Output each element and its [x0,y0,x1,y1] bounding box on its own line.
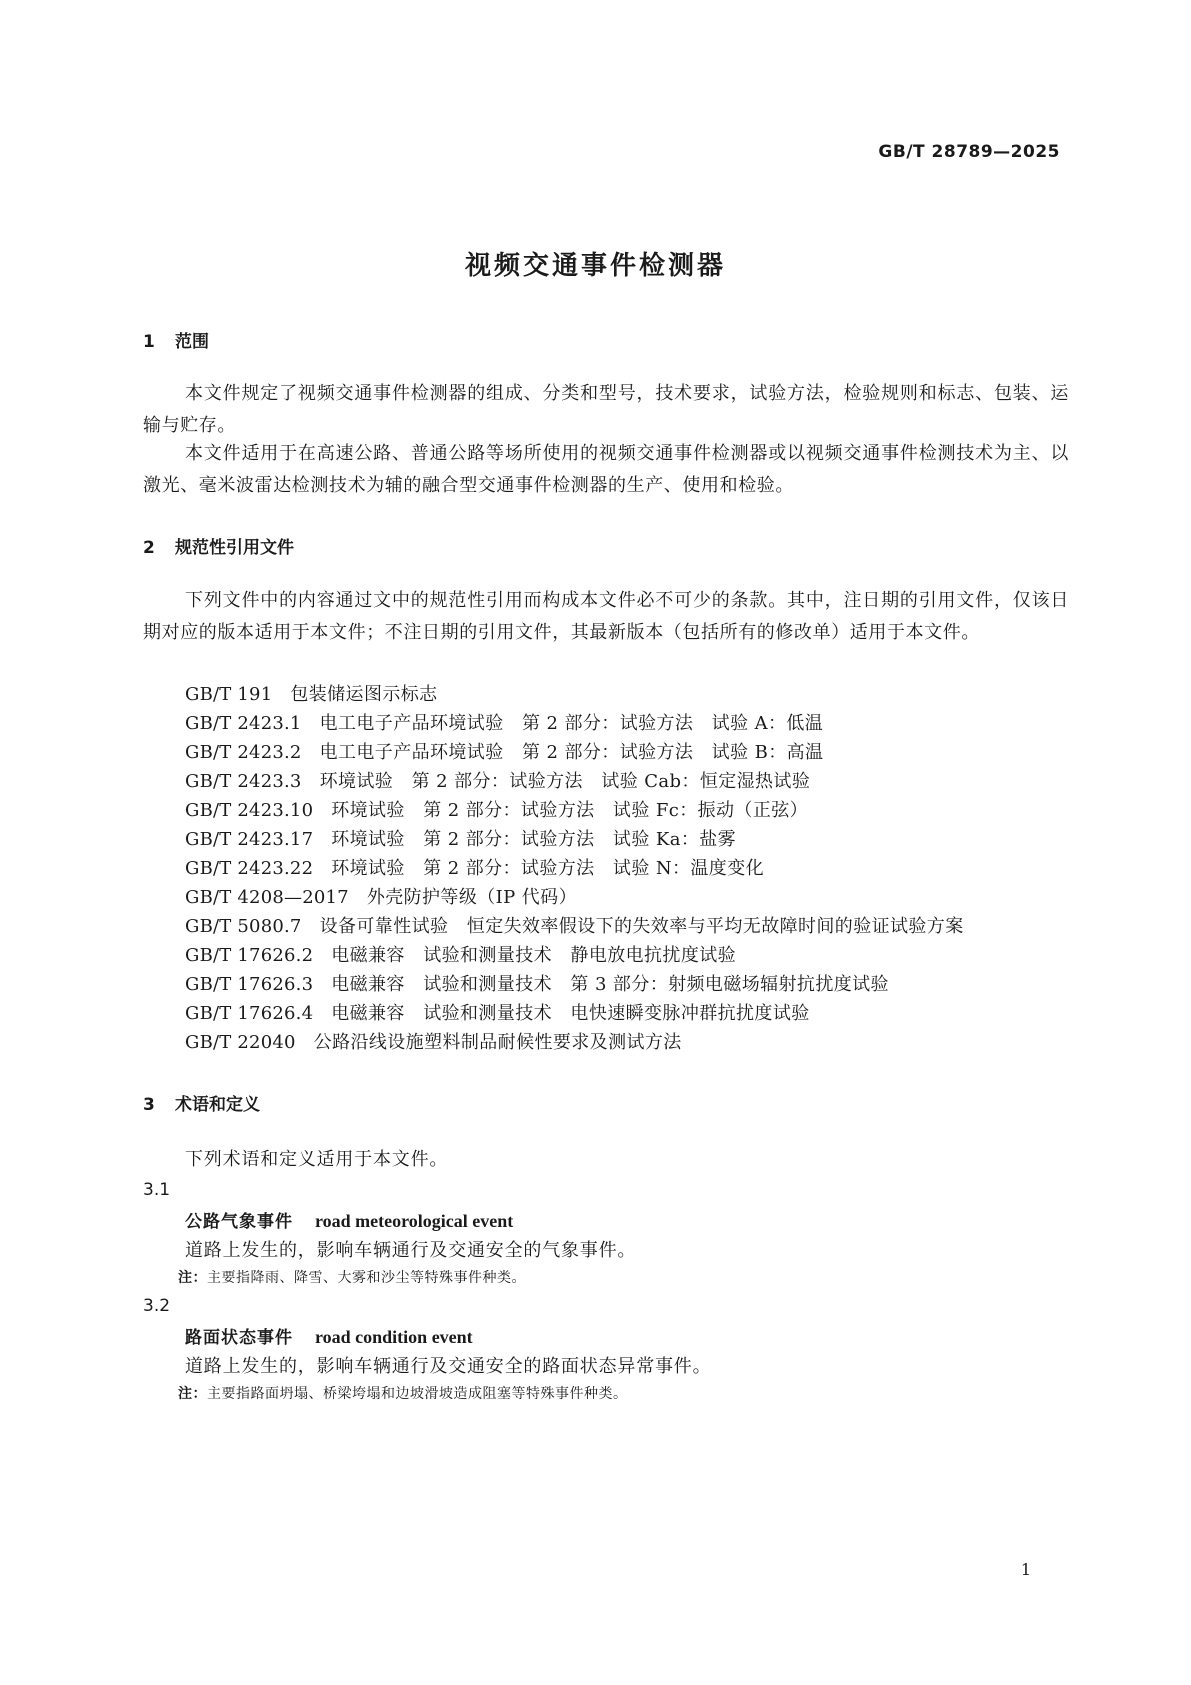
reference-item: GB/T 2423.2 电工电子产品环境试验 第 2 部分：试验方法 试验 B：高温 [185,742,824,763]
paragraph: 本文件规定了视频交通事件检测器的组成、分类和型号，技术要求，试验方法，检验规则和标志、包装、运输与贮存。 [143,383,1069,436]
reference-item: GB/T 191 包装储运图示标志 [185,684,438,705]
paragraph: 本文件适用于在高速公路、普通公路等场所使用的视频交通事件检测器或以视频交通事件检测技术为主、以激光、毫米波雷达检测技术为辅的融合型交通事件检测器的生产、使用和检验。 [143,443,1069,496]
reference-item: GB/T 5080.7 设备可靠性试验 恒定失效率假设下的失效率与平均无故障时间的验证试验方案 [185,916,964,937]
section-1-heading [143,327,209,352]
reference-item: GB/T 2423.3 环境试验 第 2 部分：试验方法 试验 Cab：恒定湿热试验 [185,771,811,792]
term-number: 3.1 [143,1180,171,1200]
section-number: 3 [143,1095,155,1115]
term-number: 3.2 [143,1296,171,1316]
reference-item: GB/T 2423.17 环境试验 第 2 部分：试验方法 试验 Ka：盐雾 [185,829,737,850]
reference-item: GB/T 4208—2017 外壳防护等级（IP 代码） [185,887,577,908]
reference-item: GB/T 17626.3 电磁兼容 试验和测量技术 第 3 部分：射频电磁场辐射抗扰度试验 [185,974,889,995]
section-intro: 下列术语和定义适用于本文件。 [185,1149,449,1170]
standard-code: GB/T 28789—2025 [878,142,1060,162]
page-number: 1 [1020,1560,1031,1579]
term-heading: 公路气象事件 road meteorological event [185,1211,514,1232]
section-title: 术语和定义 [175,1095,260,1115]
section-2-heading [143,533,294,558]
term-note: 注：主要指降雨、降雪、大雾和沙尘等特殊事件种类。 [178,1270,526,1286]
term-definition: 道路上发生的，影响车辆通行及交通安全的气象事件。 [185,1240,637,1261]
section-title: 范围 [175,332,209,352]
reference-item: GB/T 2423.1 电工电子产品环境试验 第 2 部分：试验方法 试验 A：低温 [185,713,824,734]
reference-item: GB/T 2423.10 环境试验 第 2 部分：试验方法 试验 Fc：振动（正弦） [185,800,809,821]
reference-item: GB/T 17626.2 电磁兼容 试验和测量技术 静电放电抗扰度试验 [185,945,737,966]
section-number: 2 [143,538,155,558]
term-note: 注：主要指路面坍塌、桥梁垮塌和边坡滑坡造成阻塞等特殊事件种类。 [178,1386,628,1402]
section-number: 1 [143,332,155,352]
term-definition: 道路上发生的，影响车辆通行及交通安全的路面状态异常事件。 [185,1356,712,1377]
section-3-heading [143,1090,260,1115]
paragraph: 下列文件中的内容通过文中的规范性引用而构成本文件必不可少的条款。其中，注日期的引用文件，仅该日期对应的版本适用于本文件；不注日期的引用文件，其最新版本（包括所有的修改单）适用于本文件。 [143,590,1069,643]
reference-item: GB/T 17626.4 电磁兼容 试验和测量技术 电快速瞬变脉冲群抗扰度试验 [185,1003,810,1024]
reference-item: GB/T 22040 公路沿线设施塑料制品耐候性要求及测试方法 [185,1032,682,1053]
term-heading: 路面状态事件 road condition event [185,1327,473,1348]
document-title: 视频交通事件检测器 [464,251,726,281]
reference-item: GB/T 2423.22 环境试验 第 2 部分：试验方法 试验 N：温度变化 [185,858,764,879]
section-title: 规范性引用文件 [175,538,294,558]
